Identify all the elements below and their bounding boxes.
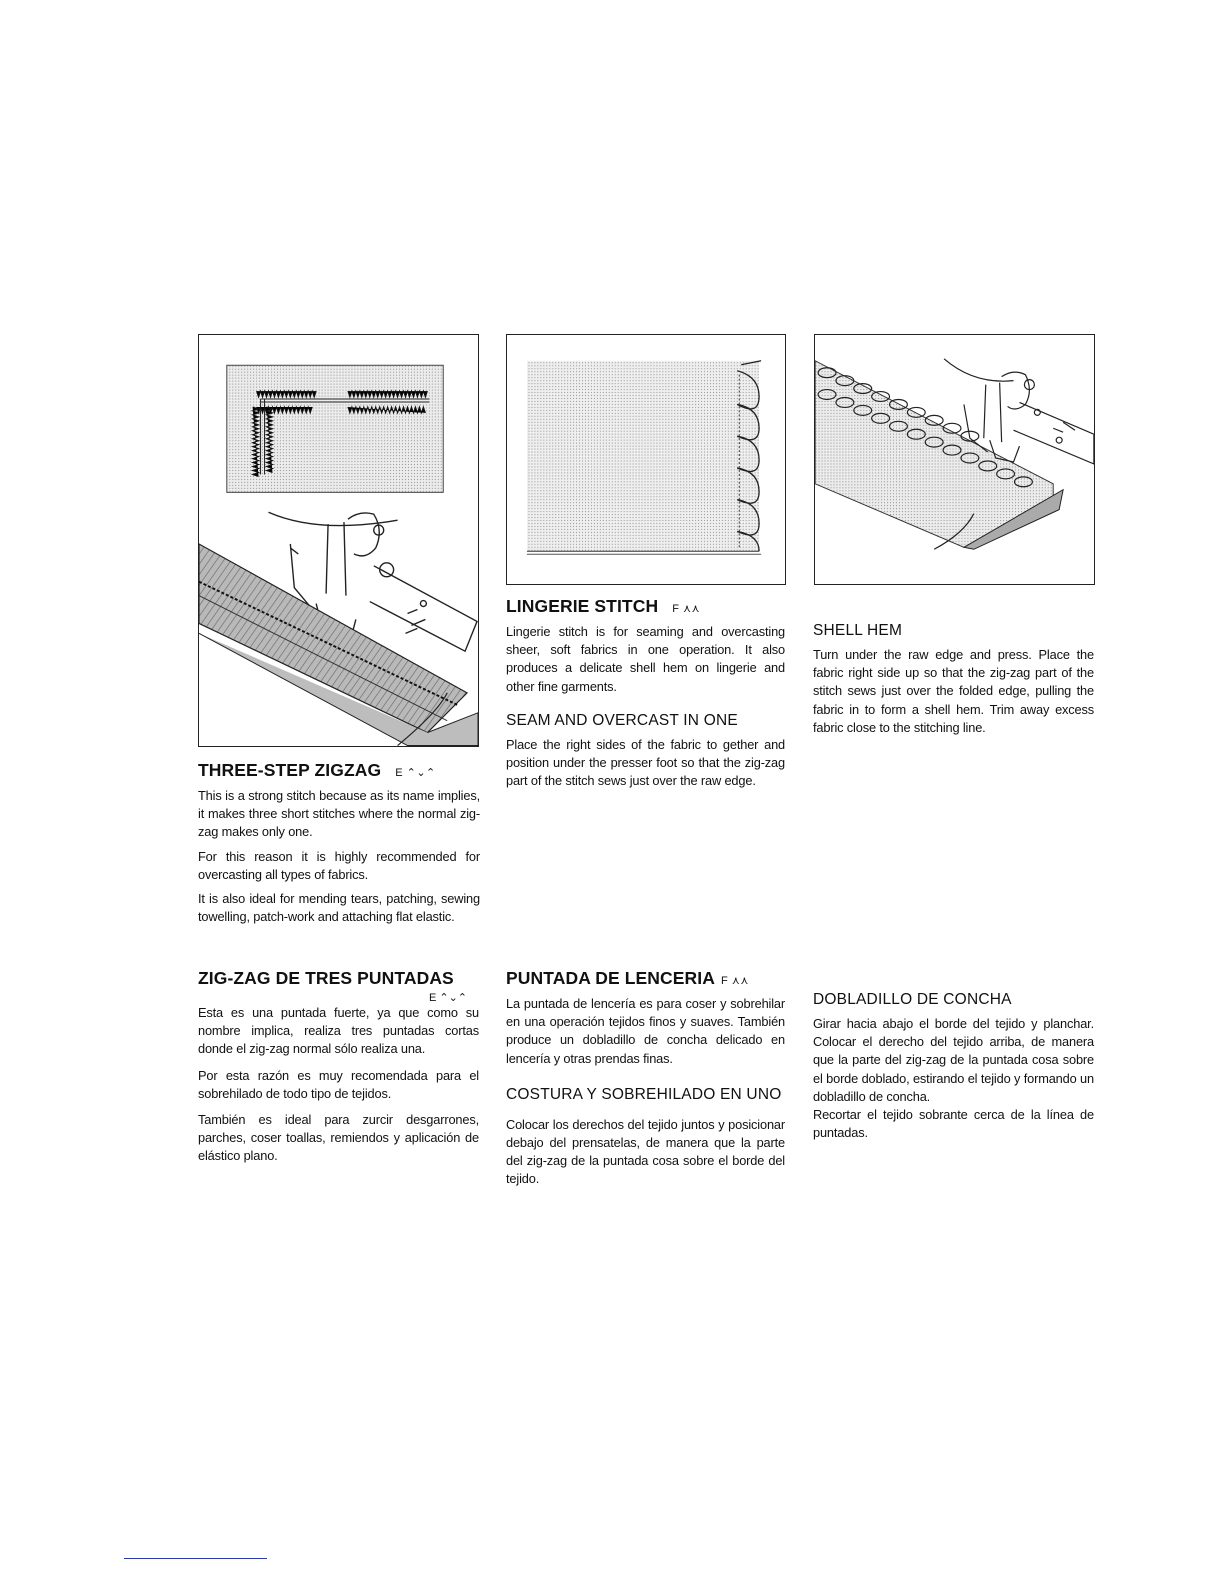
lingerie-stitch-section-en (506, 596, 785, 790)
dobladillo-paragraph-2: Recortar el tejido sobrante cerca de la línea de puntadas. (813, 1107, 1094, 1141)
tres-puntadas-paragraph-1: Esta es una puntada fuerte, ya que como su nombre implica, realiza tres puntadas cortas donde el zig-zag normal sólo realiza una. (198, 1005, 479, 1057)
lingerie-stitch-section-es (506, 968, 785, 1189)
three-step-zigzag-section-es (198, 968, 479, 1166)
dobladillo-concha-title: DOBLADILLO DE CONCHA (813, 991, 1012, 1008)
seam-overcast-subtitle: SEAM AND OVERCAST IN ONE (506, 711, 738, 729)
zigzag-tres-puntadas-title: ZIG-ZAG DE TRES PUNTADAS (198, 968, 454, 988)
shell-hem-section-en (813, 622, 1094, 737)
three-step-zigzag-section-en (198, 760, 480, 926)
tres-puntadas-paragraph-3: También es ideal para zurcir desgarrones, parches, coser toallas, remiendos y aplicación de elástico plano. (198, 1112, 479, 1164)
tres-puntadas-paragraph-2: Por esta razón es muy recomendada para el sobrehilado de todo tipo de tejidos. (198, 1067, 479, 1101)
seam-overcast-paragraph: Place the right sides of the fabric to gether and position under the presser foot so that the zig-zag part of the stitch sews just over the raw edge. (506, 736, 785, 789)
footer-rule (124, 1558, 267, 1559)
puntada-lenceria-symbol: F ⋏⋏ (721, 975, 749, 987)
costura-sobrehilado-subtitle: COSTURA Y SOBREHILADO EN UNO (506, 1085, 782, 1103)
lingerie-paragraph: Lingerie stitch is for seaming and overcasting sheer, soft fabrics in one operation. It also produces a delicate shell hem on lingerie and other fine garments. (506, 624, 785, 694)
lingerie-stitch-figure (506, 334, 786, 585)
three-step-paragraph-2: For this reason it is highly recommended for overcasting all types of fabrics. (198, 848, 480, 882)
three-step-paragraph-1: This is a strong stitch because as its name implies, it makes three short stitches where the normal zig-zag makes only one. (198, 788, 480, 840)
lingerie-stitch-illustration-icon (507, 335, 785, 584)
costura-sobrehilado-paragraph: Colocar los derechos del tejido juntos y posicionar debajo del prensatelas, de manera que la parte del zig-zag de la puntada cosa sobre el borde del tejido. (506, 1116, 785, 1187)
shell-hem-section-es (813, 991, 1094, 1142)
shell-hem-paragraph: Turn under the raw edge and press. Place the fabric right side up so that the zig-zag part of the stitch sews just over the folded edge, pulling the fabric in to form a shell hem. Trim away excess fabric close to the stitching line. (813, 647, 1094, 735)
zigzag-tres-puntadas-symbol: E ⌃⌄⌃ (428, 992, 467, 1004)
shell-hem-illustration-icon (815, 335, 1094, 584)
three-step-zigzag-title: THREE-STEP ZIGZAG E ⌃⌄⌃ (198, 760, 436, 780)
shell-hem-figure (814, 334, 1095, 585)
three-step-zigzag-figure (198, 334, 479, 747)
lingerie-stitch-title: LINGERIE STITCH F ⋏⋏ (506, 596, 701, 616)
lenceria-paragraph: La puntada de lencería es para coser y sobrehilar en una operación tejidos finos y suaves. También produce un dobladillo de concha delicado en lencería y otras prendas finas. (506, 996, 785, 1066)
three-step-paragraph-3: It is also ideal for mending tears, patching, sewing towelling, patch-work and attaching flat elastic. (198, 891, 480, 925)
shell-hem-title: SHELL HEM (813, 622, 903, 639)
lingerie-stitch-symbol: F ⋏⋏ (672, 603, 701, 615)
three-step-zigzag-symbol: E ⌃⌄⌃ (395, 767, 436, 779)
three-step-zigzag-illustration-icon (199, 335, 478, 746)
puntada-lenceria-title: PUNTADA DE LENCERIA F ⋏⋏ (506, 968, 749, 988)
dobladillo-paragraph-1: Girar hacia abajo el borde del tejido y planchar. Colocar el derecho del tejido arriba, de manera que la parte del zig-zag de la puntada cosa sobre el borde doblado, estirando el tejido y formando un dobladillo de concha. (813, 1016, 1094, 1104)
